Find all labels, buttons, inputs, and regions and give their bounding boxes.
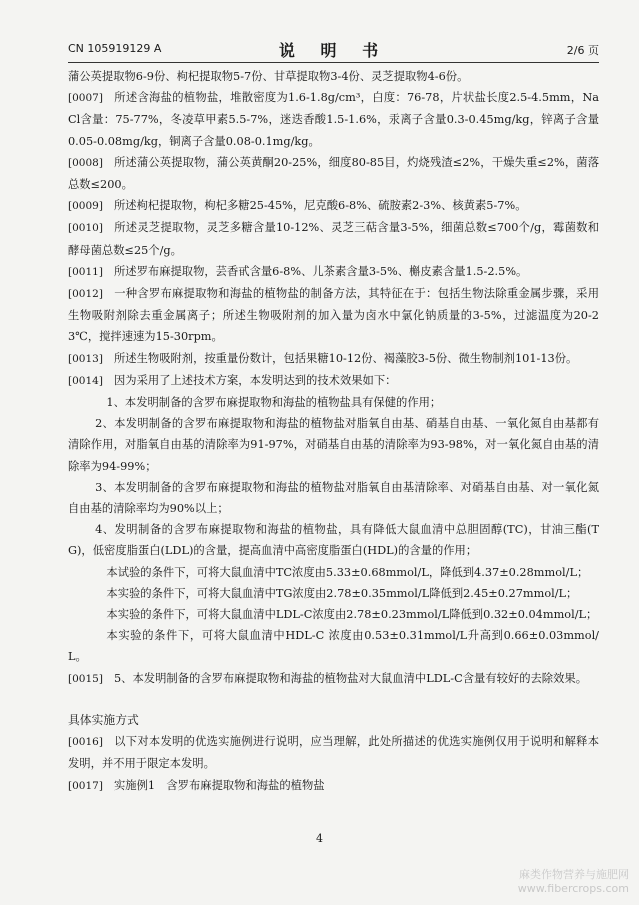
paragraph	[68, 261, 599, 283]
paragraph-text: 所述含海盐的植物盐，堆散密度为1.6-1.8g/cm³，白度：76-78，片状盐长度2.5-4.5mm，NaCl含量：75-77%，冬凌草甲素5.5-7%，迷迭香酸1.5-1.6%，汞离子含量0.3-0.45mg/kg，锌离子含量0.05-0.08mg/kg，铜离子含量0.08-0.1mg/kg。	[68, 91, 599, 148]
paragraph	[68, 775, 599, 797]
paragraph-text: 2、本发明制备的含罗布麻提取物和海盐的植物盐对脂氧自由基、硝基自由基、一氧化氮自由基都有清除作用，对脂氧自由基的清除率为91-97%，对硝基自由基的清除率为93-98%，对一氧化氮自由基的清除率为94-99%；	[68, 417, 599, 473]
paragraph-number: [0009]	[68, 200, 103, 213]
paragraph-text: 所述生物吸附剂，按重量份数计，包括果糖10-12份、褐藻胶3-5份、微生物制剂101-13份。	[114, 351, 578, 365]
paragraph-text: 本实验的条件下，可将大鼠血清中LDL-C浓度由2.78±0.23mmol/L降低到0.32±0.04mmol/L；	[106, 608, 598, 622]
paragraph-number: [0014]	[68, 374, 103, 387]
paragraph-number: [0011]	[68, 265, 103, 278]
paragraph	[68, 562, 599, 583]
paragraph-text: 1、本发明制备的含罗布麻提取物和海盐的植物盐具有保健的作用；	[106, 396, 442, 410]
watermark	[518, 868, 629, 896]
paragraph-text: 3、本发明制备的含罗布麻提取物和海盐的植物盐对脂氧自由基清除率、对硝基自由基、对一氧化氮自由基的清除率均为90%以上；	[68, 480, 599, 516]
paragraph-text: 所述灵芝提取物，灵芝多糖含量10-12%、灵芝三萜含量3-5%，细菌总数≤700个/g，霉菌数和酵母菌总数≤25个/g。	[68, 221, 599, 257]
paragraph	[68, 625, 599, 667]
section-gap	[68, 690, 599, 700]
paragraph-text: 4、发明制备的含罗布麻提取物和海盐的植物盐，具有降低大鼠血清中总胆固醇(TC)，甘油三酯(TG)，低密度脂蛋白(LDL)的含量，提高血清中高密度脂蛋白(HDL)的含量的作用；	[68, 523, 599, 558]
paragraph-text: 一种含罗布麻提取物和海盐的植物盐的制备方法，其特征在于：包括生物法除重金属步骤，采用生物吸附剂除去重金属离子；所述生物吸附剂的加入量为卤水中氯化钠质量的3-5%，过滤温度为20-23℃，搅拌速速为15-30rpm。	[68, 287, 599, 344]
paragraph	[68, 283, 599, 348]
paragraph	[68, 604, 599, 625]
watermark-line-2: www.fibercrops.com	[517, 882, 629, 895]
paragraph	[68, 152, 599, 195]
paragraph-text: 因为采用了上述技术方案，本发明达到的技术效果如下：	[114, 373, 397, 387]
paragraph-text: 实施例1 含罗布麻提取物和海盐的植物盐	[114, 778, 325, 792]
page-header	[68, 38, 599, 60]
paragraph-number: [0015]	[68, 672, 103, 685]
paragraph	[68, 668, 599, 690]
patent-number: CN 105919129 A	[68, 42, 162, 55]
paragraph	[68, 583, 599, 604]
paragraph	[68, 87, 599, 152]
paragraph	[68, 195, 599, 217]
paragraph-number: [0007]	[68, 92, 103, 105]
page-indicator: 2/6 页	[566, 44, 599, 57]
paragraph-text: 本实验的条件下，可将大鼠血清中TG浓度由2.78±0.35mmol/L降低到2.45±0.27mmol/L；	[106, 586, 578, 600]
paragraph-text: 蒲公英提取物6-9份、枸杞提取物5-7份、甘草提取物3-4份、灵芝提取物4-6份。	[68, 70, 469, 83]
watermark-line-1: 麻类作物营养与施肥网	[519, 868, 629, 881]
paragraph	[68, 731, 599, 774]
header-rule	[68, 62, 599, 63]
paragraph-number: [0008]	[68, 156, 103, 169]
paragraph-number: [0012]	[68, 288, 103, 301]
paragraph	[68, 217, 599, 260]
paragraph-text: 以下对本发明的优选实施例进行说明，应当理解，此处所描述的优选实施例仅用于说明和解释本发明，并不用于限定本发明。	[68, 735, 599, 771]
paragraph-text: 所述枸杞提取物，枸杞多糖25-45%，尼克酸6-8%、硫胺素2-3%、核黄素5-7%。	[114, 199, 527, 213]
page-number: 4	[316, 832, 323, 845]
paragraph	[68, 392, 599, 413]
paragraph	[68, 519, 599, 561]
paragraph	[68, 348, 599, 370]
paragraph-text: 所述罗布麻提取物，芸香甙含量6-8%、儿茶素含量3-5%、槲皮素含量1.5-2.5%。	[114, 264, 528, 278]
paragraph-text: 本试验的条件下，可将大鼠血清中TC浓度由5.33±0.68mmol/L，降低到4.37±0.28mmol/L；	[106, 565, 589, 579]
paragraph	[68, 370, 599, 392]
paragraph	[68, 66, 599, 87]
paragraph-number: [0013]	[68, 352, 103, 365]
paragraph-text: 5、本发明制备的含罗布麻提取物和海盐的植物盐对大鼠血清中LDL-C含量有较好的去除效果。	[114, 671, 587, 685]
paragraph-text: 本实验的条件下，可将大鼠血清中HDL-C 浓度由0.53±0.31mmol/L升高到0.66±0.03mmol/L。	[68, 629, 599, 664]
paragraph-number: [0010]	[68, 222, 103, 235]
paragraph	[68, 477, 599, 519]
paragraph	[68, 413, 599, 477]
document-title: 说 明 书	[278, 41, 389, 60]
paragraph-number: [0017]	[68, 779, 103, 792]
section-heading: 具体实施方式	[68, 712, 139, 727]
paragraph-text: 所述蒲公英提取物，蒲公英黄酮20-25%，细度80-85目，灼烧残渣≤2%，干燥失重≤2%，菌落总数≤200。	[68, 155, 599, 192]
document-body	[68, 66, 599, 797]
paragraph-number: [0016]	[68, 736, 103, 749]
